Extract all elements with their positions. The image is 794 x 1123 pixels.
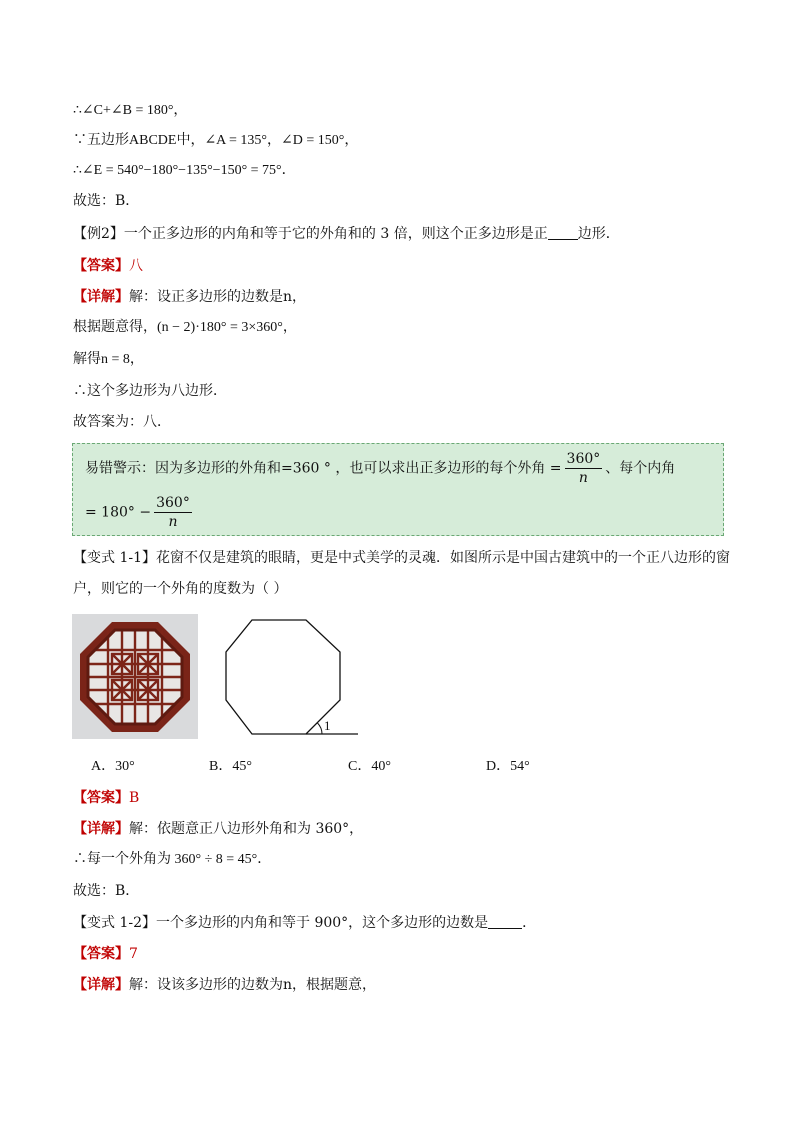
detail-text: 解：设正多边形的边数是n，	[129, 289, 307, 305]
answer-tag: 【答案】	[73, 790, 129, 806]
example-text: 一个正多边形的内角和等于它的外角和的 3 倍，则这个正多边形是正	[123, 226, 548, 242]
variant-text-end: ．	[522, 915, 537, 931]
octagonal-window-photo	[72, 614, 198, 739]
detail-text: 解：设该多边形的边数为n，根据题意，	[129, 977, 377, 993]
text-line-7: 根据题意得，(n − 2)·180° = 3×360°，	[73, 320, 297, 335]
fraction-numerator: 360°	[156, 495, 190, 511]
detail-line-3: 故选：B．	[73, 883, 140, 899]
fraction-denominator: n	[168, 514, 178, 530]
variant-1-1-question-cont: 户，则它的一个外角的度数为（ ）	[73, 581, 288, 597]
detail-line-2: ∴每一个外角为 360° ÷ 8 = 45°．	[73, 852, 272, 867]
warning-line-2	[85, 494, 195, 531]
fraction-numerator: 360°	[566, 451, 601, 467]
detail-text: 解：依题意正八边形外角和为 360°，	[129, 821, 364, 837]
example-2-question	[73, 224, 620, 244]
variant-tag: 【变式 1-1】	[73, 550, 156, 566]
answer-line	[73, 788, 139, 808]
text-line-1: ∴∠C+∠B = 180°，	[73, 103, 188, 118]
variant-text: 花窗不仅是建筑的眼睛，更是中式美学的灵魂．如图所示是中国古建筑中的一个正八边形的窗	[156, 550, 730, 566]
text-line-4: 故选：B．	[73, 193, 140, 209]
answer-value: 7	[129, 946, 138, 962]
variant-text: 一个多边形的内角和等于 900°，这个多边形的边数是	[156, 915, 489, 931]
warning-line-1	[85, 450, 675, 487]
answer-blank	[488, 914, 522, 929]
answer-line	[73, 256, 143, 276]
warning-text-3: = 180° −	[85, 504, 152, 521]
option-c[interactable]: C．40°	[348, 759, 391, 774]
detail-tag: 【详解】	[73, 977, 129, 993]
detail-line	[73, 819, 363, 839]
answer-value: 八	[129, 258, 143, 274]
answer-line	[73, 944, 138, 964]
text-line-2: ∵五边形ABCDE中，∠A = 135°，∠D = 150°，	[73, 133, 359, 148]
example-tag: 【例2】	[73, 226, 124, 242]
answer-tag: 【答案】	[73, 258, 129, 274]
answer-tag: 【答案】	[73, 946, 129, 962]
fraction	[154, 494, 192, 531]
angle-label: 1	[324, 718, 331, 733]
warning-text-2: 、每个内角	[605, 460, 676, 477]
octagon-diagram	[218, 612, 360, 738]
option-b[interactable]: B．45°	[209, 759, 252, 774]
text-line-3: ∴∠E = 540°−180°−135°−150° = 75°．	[73, 163, 296, 178]
text-line-9: ∴这个多边形为八边形．	[73, 383, 227, 399]
detail-line	[73, 287, 306, 307]
fraction	[565, 450, 603, 487]
warning-text: 易错警示：因为多边形的外角和=360 ° ，也可以求出正多边形的每个外角 =	[85, 460, 562, 477]
answer-blank	[548, 225, 578, 240]
detail-tag: 【详解】	[73, 821, 129, 837]
text-line-10: 故答案为：八．	[73, 414, 171, 430]
example-text-end: 边形．	[577, 226, 620, 242]
answer-value: B	[129, 790, 140, 806]
detail-tag: 【详解】	[73, 289, 129, 305]
text-line-8: 解得n = 8，	[73, 352, 144, 367]
option-d[interactable]: D．54°	[486, 759, 530, 774]
warning-box	[72, 443, 724, 536]
variant-tag: 【变式 1-2】	[73, 915, 156, 931]
variant-1-1-question	[73, 548, 730, 568]
detail-line	[73, 975, 376, 995]
variant-1-2-question	[73, 913, 536, 933]
option-a[interactable]: A．30°	[91, 759, 135, 774]
fraction-denominator: n	[578, 470, 588, 486]
